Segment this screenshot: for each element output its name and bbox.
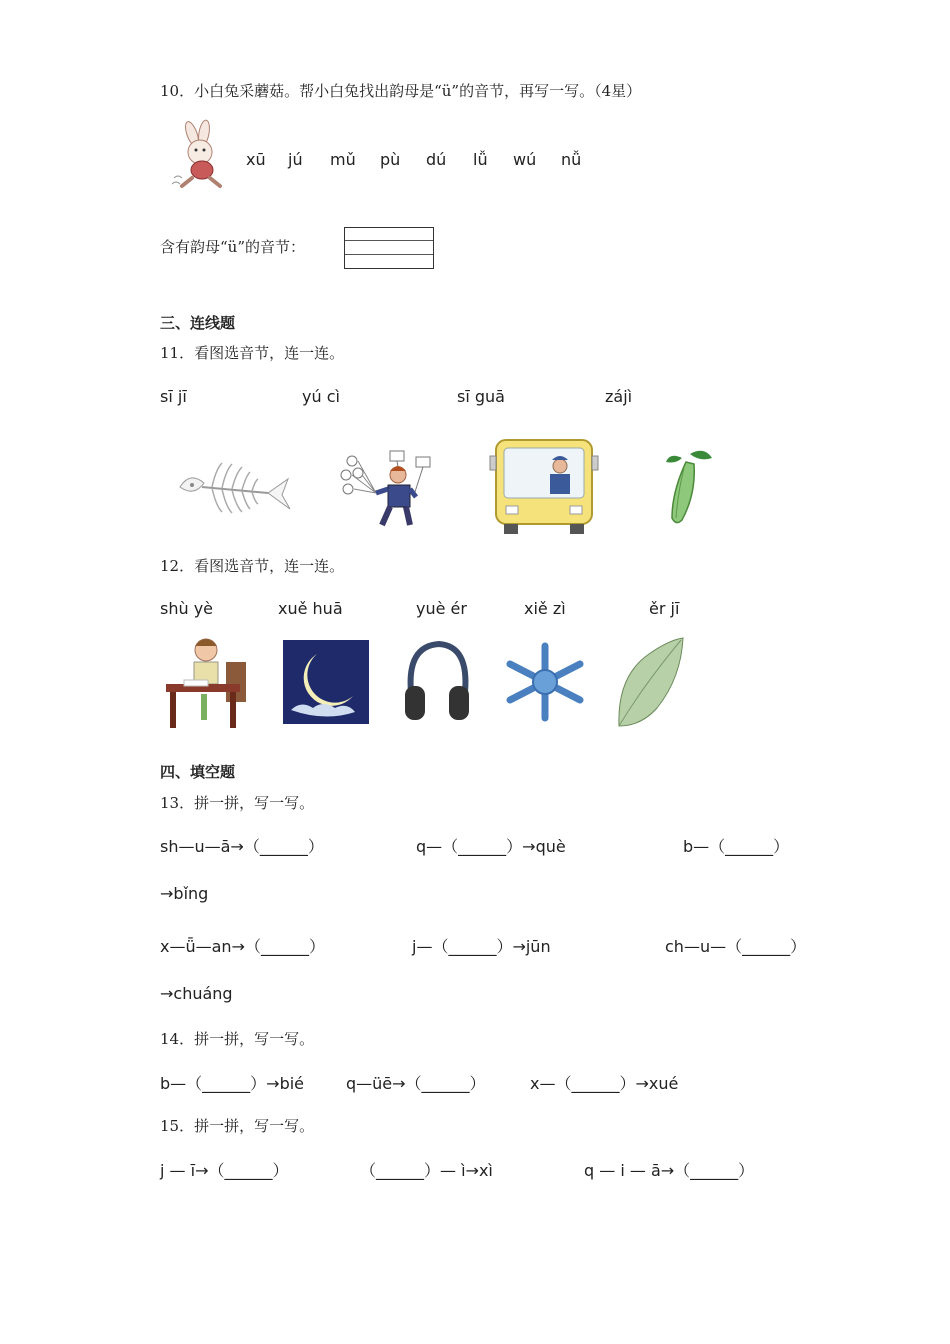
q10-syllable: wú	[513, 150, 537, 169]
q10-syllable: dú	[426, 150, 447, 169]
boy-writing-picture	[164, 632, 256, 730]
section-4-title: 四、填空题	[160, 763, 236, 781]
loofah-picture	[662, 448, 718, 530]
rabbit-picture	[168, 120, 240, 192]
q13-item[interactable]: sh—u—ā→（______）	[160, 837, 324, 856]
q10-syllable: jú	[288, 150, 303, 169]
q10-syllable: xū	[246, 150, 266, 169]
q11-syllable: sī jī	[160, 387, 187, 406]
q10-syllable: lǚ	[473, 150, 488, 169]
q15-title: 15．拼一拼，写一写。	[160, 1117, 315, 1135]
q13-item[interactable]: x—ǖ—an→（______）	[160, 937, 325, 956]
q12-syllable: shù yè	[160, 599, 214, 618]
q11-syllable: zájì	[605, 387, 633, 406]
q14-item[interactable]: q—üē→（______）	[346, 1074, 486, 1093]
q14-title: 14．拼一拼，写一写。	[160, 1030, 315, 1048]
section-3-title: 三、连线题	[160, 314, 236, 332]
q14-item[interactable]: b—（______）→bié	[160, 1074, 305, 1093]
q11-syllable: sī guā	[457, 387, 505, 406]
fishbone-picture	[172, 455, 294, 525]
q12-syllable: xuě huā	[278, 599, 343, 618]
q12-title: 12．看图选音节，连一连。	[160, 557, 345, 575]
q13-item[interactable]: ch—u—（______）	[665, 937, 807, 956]
bus-driver-picture	[490, 436, 598, 536]
q12-syllable: yuè ér	[416, 599, 467, 618]
moon-picture	[283, 640, 369, 724]
q15-item[interactable]: j — ī→（______）	[160, 1161, 289, 1180]
snowflake-picture	[498, 640, 592, 724]
q11-syllable: yú cì	[302, 387, 340, 406]
leaf-picture	[615, 636, 685, 728]
juggler-picture	[338, 445, 438, 533]
q12-syllable: ěr jī	[649, 599, 680, 618]
headphones-picture	[403, 640, 471, 724]
q13-item: →bǐng	[160, 884, 209, 903]
q10-syllable: mǔ	[330, 150, 356, 169]
q11-title: 11．看图选音节，连一连。	[160, 344, 345, 362]
q10-title: 10．小白兔采蘑菇。帮小白兔找出韵母是“ü”的音节，再写一写。（4星）	[160, 82, 642, 100]
q10-answer-box[interactable]	[344, 227, 434, 269]
q13-item[interactable]: j—（______）→jūn	[412, 937, 551, 956]
q14-item[interactable]: x—（______）→xué	[530, 1074, 679, 1093]
q15-item[interactable]: （______）— ì→xì	[360, 1161, 493, 1180]
q10-syllable: pù	[380, 150, 401, 169]
q13-item[interactable]: q—（______）→què	[416, 837, 566, 856]
q13-item: →chuáng	[160, 984, 233, 1003]
q13-item[interactable]: b—（______）	[683, 837, 790, 856]
q12-syllable: xiě zì	[524, 599, 566, 618]
q13-title: 13．拼一拼，写一写。	[160, 794, 315, 812]
q10-answer-label: 含有韵母“ü”的音节：	[160, 238, 305, 256]
q15-item[interactable]: q — i — ā→（______）	[584, 1161, 755, 1180]
q10-syllable: nǚ	[561, 150, 582, 169]
